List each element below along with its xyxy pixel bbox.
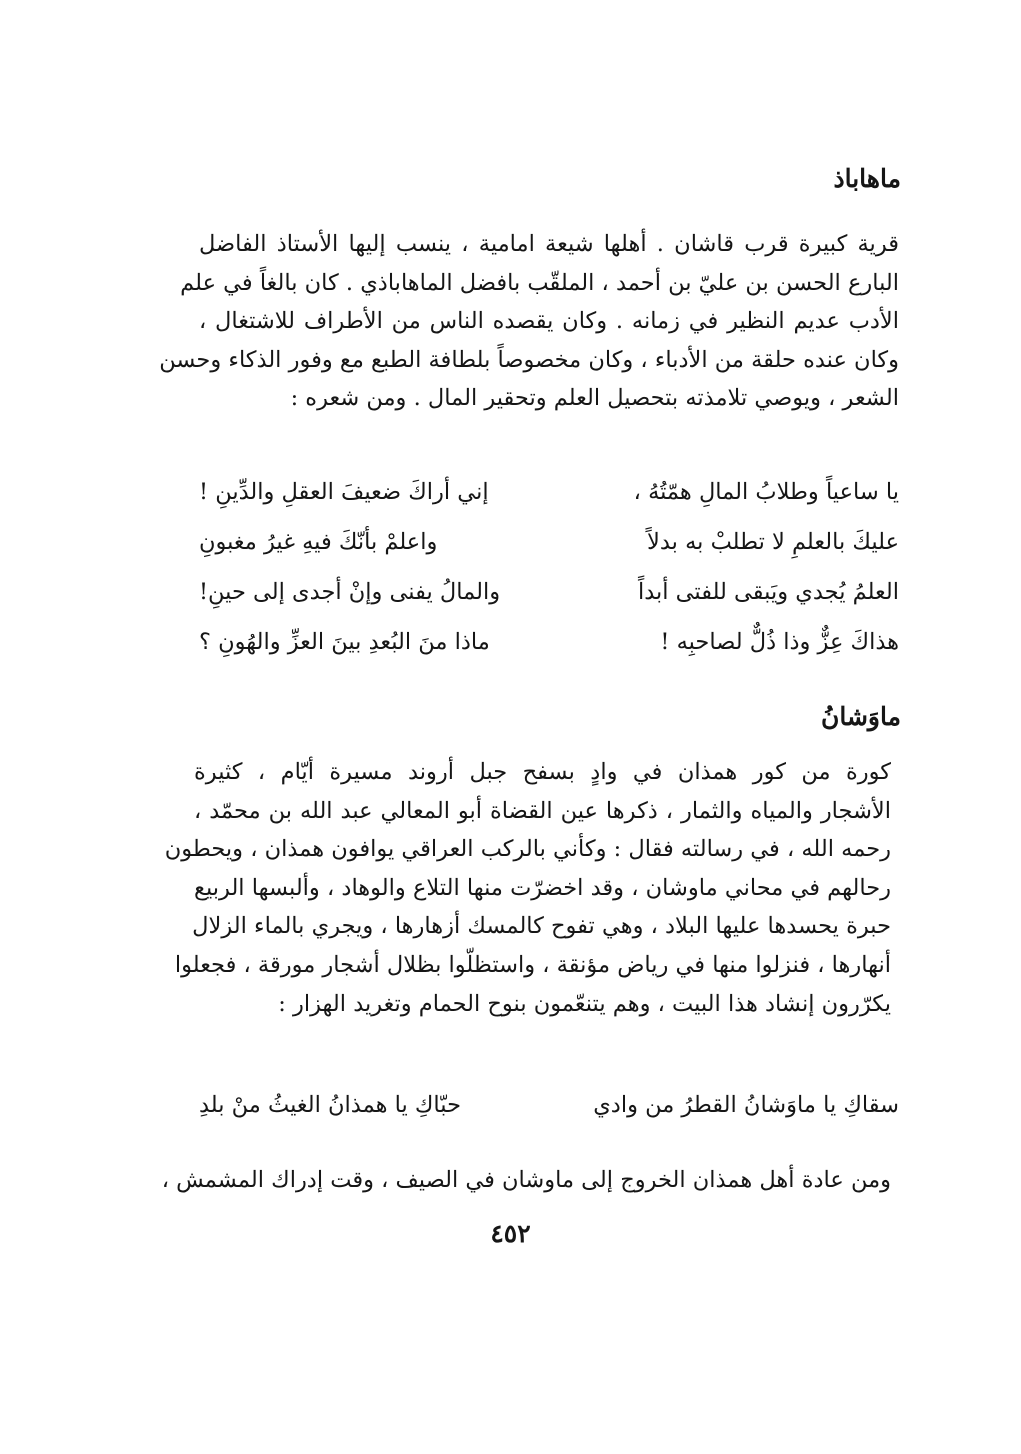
verse-first-hemistich: عليكَ بالعلمِ لا تطلبْ به بدلاً [647, 529, 899, 555]
entry-title-mawashan: ماوَشانُ [820, 702, 901, 731]
poem [199, 1083, 899, 1133]
paragraph-line: أنهارها ، فنزلوا منها في رياض مؤنقة ، واستظلّوا بظلال أشجار مورقة ، فجعلوا [174, 951, 891, 978]
verse-first-hemistich: العلمُ يُجدي ويَبقى للفتى أبداً [637, 579, 899, 605]
paragraph-line: رحمه الله ، في رسالته فقال : وكأني بالركب العراقي يوافون همذان ، ويحطون [164, 836, 891, 863]
page-number: ٤٥٢ [490, 1219, 531, 1248]
verse-first-hemistich: هذاكَ عِزٌّ وذا ذُلٌّ لصاحبِه ! [660, 629, 899, 655]
verse-first-hemistich: سقاكِ يا ماوَشانُ القطرُ من وادي [593, 1092, 899, 1118]
verse-second-hemistich: إني أراكَ ضعيفَ العقلِ والدِّينِ ! [199, 479, 489, 505]
verse-second-hemistich: والمالُ يفنى وإنْ أجدى إلى حينِ! [199, 579, 501, 605]
paragraph-line: كورة من كور همذان في وادٍ بسفح جبل أروند مسيرة أيّام ، كثيرة [194, 759, 891, 785]
poem-verse [199, 520, 899, 570]
verse-second-hemistich: واعلمْ بأنّكَ فيهِ غيرُ مغبونِ [199, 529, 438, 555]
poem-verse [199, 570, 899, 620]
continuation-paragraph [161, 1161, 891, 1200]
paragraph-line: الشعر ، ويوصي تلامذته بتحصيل العلم وتحقير المال . ومن شعره : [290, 385, 899, 412]
poem-verse [199, 620, 899, 670]
entry-paragraph [164, 753, 891, 1023]
poem-verse [199, 1083, 899, 1133]
paragraph-line: قرية كبيرة قرب قاشان . أهلها شيعة امامية ، ينسب إليها الأستاذ الفاضل [199, 231, 899, 257]
poem-verse [199, 470, 899, 520]
entry-paragraph [159, 225, 899, 418]
poem [199, 470, 899, 670]
verse-second-hemistich: ماذا منَ البُعدِ بينَ العزِّ والهُونِ ؟ [199, 629, 490, 655]
paragraph-line: رحالهم في محاني ماوشان ، وقد اخضرّت منها التلاع والوهاد ، وألبسها الربيع [194, 874, 891, 901]
verse-second-hemistich: حبّاكِ يا همذانُ الغيثُ منْ بلدِ [199, 1092, 461, 1118]
paragraph-line: ومن عادة أهل همذان الخروج إلى ماوشان في الصيف ، وقت إدراك المشمش ، [161, 1167, 891, 1193]
verse-first-hemistich: يا ساعياً وطلابُ المالِ همّتُهُ ، [633, 479, 899, 505]
paragraph-line: حبرة يحسدها عليها البلاد ، وهي تفوح كالمسك أزهارها ، ويجري بالماء الزلال [192, 913, 891, 940]
paragraph-line: يكرّرون إنشاد هذا البيت ، وهم يتنعّمون بنوح الحمام وتغريد الهزار : [278, 990, 891, 1017]
paragraph-line: الأدب عديم النظير في زمانه . وكان يقصده الناس من الأطراف للاشتغال ، [199, 308, 899, 335]
paragraph-line: البارع الحسن بن عليّ بن أحمد ، الملقّب بافضل الماهاباذي . كان بالغاً في علم [180, 269, 899, 296]
paragraph-line: وكان عنده حلقة من الأدباء ، وكان مخصوصاً بلطافة الطبع مع وفور الذكاء وحسن [159, 346, 899, 373]
paragraph-line: الأشجار والمياه والثمار ، ذكرها عين القضاة أبو المعالي عبد الله بن محمّد ، [194, 797, 891, 824]
entry-title-mahabadh: ماهاباذ [833, 164, 901, 193]
